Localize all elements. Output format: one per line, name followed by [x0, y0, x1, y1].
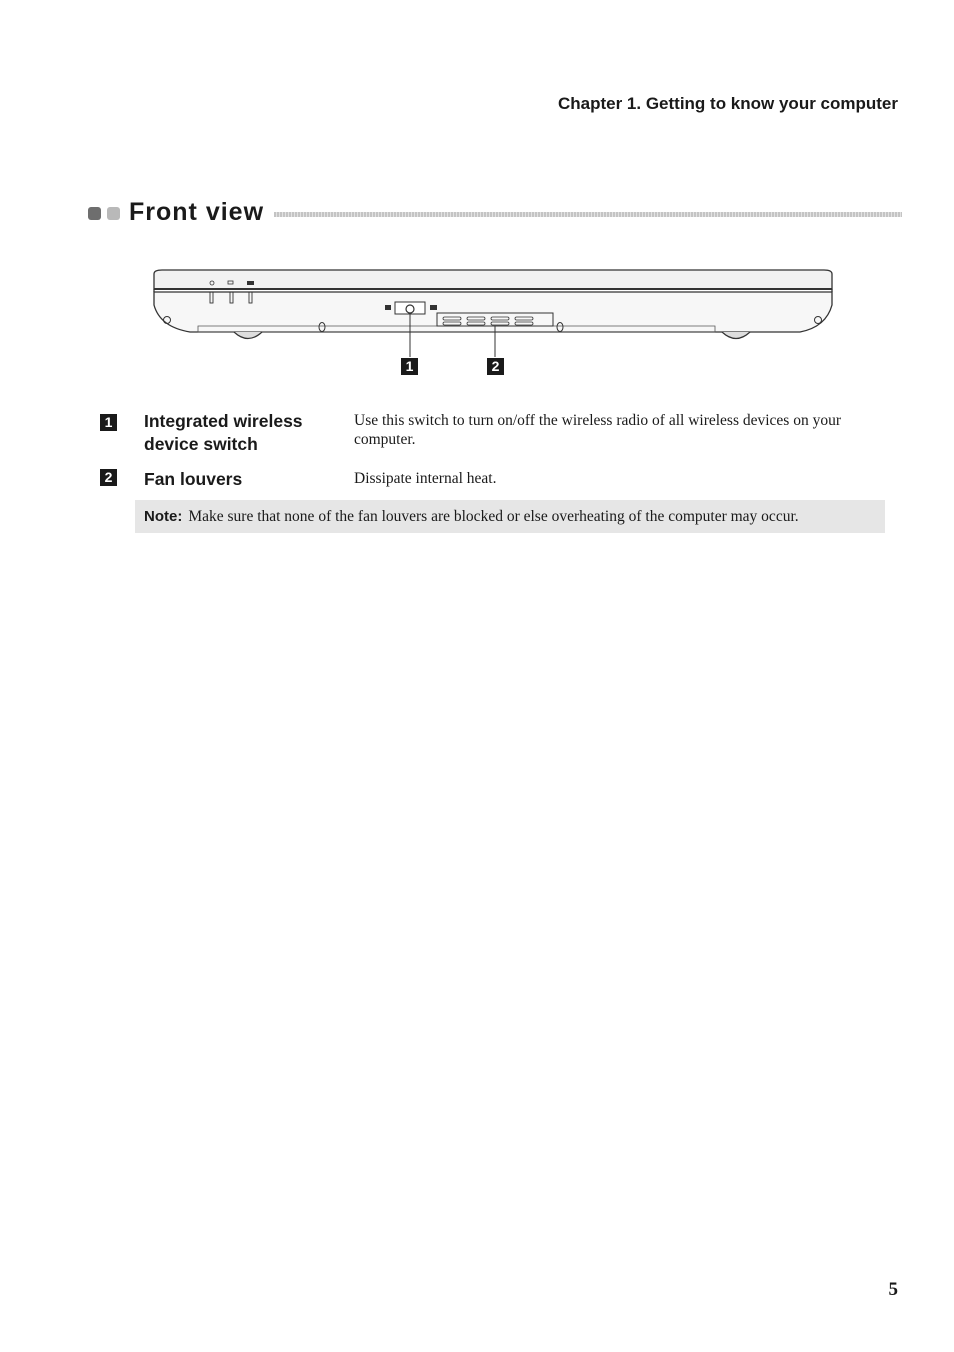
item-term: Integrated wireless device switch — [144, 411, 303, 454]
note-box — [135, 500, 885, 533]
note-text: Make sure that none of the fan louvers are blocked or else overheating of the computer may occur. — [188, 508, 799, 525]
heading-square-icon — [88, 207, 101, 220]
heading-square-icon — [107, 207, 120, 220]
running-header: Chapter 1. Getting to know your computer — [557, 94, 898, 113]
item-description: Dissipate internal heat. — [354, 470, 497, 487]
page-number: 5 — [888, 1279, 898, 1300]
item-number-badge: 1 — [100, 414, 117, 431]
section-title: Front view — [129, 198, 265, 226]
section-heading — [88, 196, 902, 232]
callout-2: 2 — [487, 358, 504, 375]
note-label: Note: — [144, 508, 183, 525]
laptop-front-view-figure — [150, 265, 836, 377]
item-number-badge: 2 — [100, 469, 117, 486]
callout-1: 1 — [401, 358, 418, 375]
item-description: Use this switch to turn on/off the wireless radio of all wireless devices on your computer. — [354, 412, 842, 448]
item-term: Fan louvers — [144, 469, 243, 489]
heading-rule — [274, 212, 902, 217]
